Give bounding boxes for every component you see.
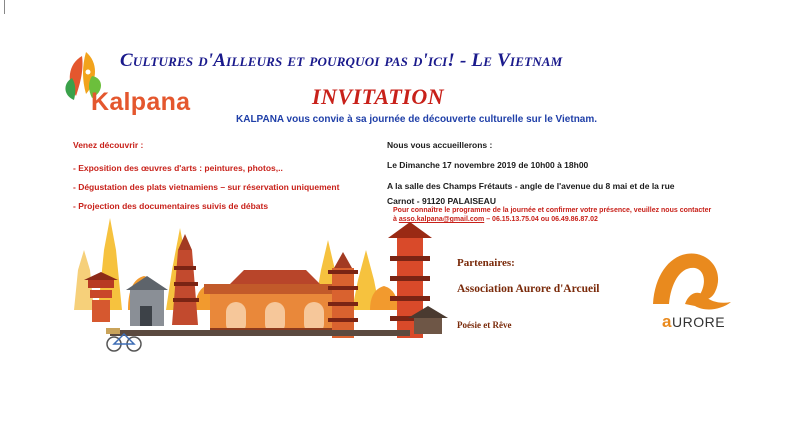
- discover-heading: Venez découvrir :: [73, 140, 144, 150]
- event-place-city: Carnot - 91120 PALAISEAU: [387, 196, 496, 206]
- top-left-tick: [4, 0, 5, 14]
- contact-prefix: à: [393, 216, 399, 223]
- kalpana-logo-text: Kalpana: [91, 88, 191, 116]
- partners-heading: Partenaires:: [457, 257, 515, 269]
- contact-email-link[interactable]: asso.kalpana@gmail.com: [398, 216, 485, 223]
- vietnam-skyline-illustration: [70, 210, 455, 355]
- page-title: Cultures d'Ailleurs et pourquoi pas d'ici! - Le Vietnam: [120, 50, 563, 71]
- invitation-heading: INVITATION: [312, 84, 445, 109]
- welcome-heading: Nous vous accueillerons :: [387, 140, 493, 150]
- contact-phones: – 06.15.13.75.04 ou 06.49.86.87.02: [484, 216, 598, 223]
- event-date: Le Dimanche 17 novembre 2019 de 10h00 à 18h00: [387, 160, 589, 170]
- event-place: A la salle des Champs Frétauts - angle de l'avenue du 8 mai et de la rue: [387, 181, 675, 191]
- partner-association: Association Aurore d'Arcueil: [457, 283, 600, 295]
- discover-item: - Projection des documentaires suivis de débats: [73, 201, 269, 211]
- discover-item: - Dégustation des plats vietnamiens – sur réservation uniquement: [73, 182, 340, 192]
- discover-item: - Exposition des œuvres d'arts : peintures, photos,..: [73, 163, 283, 173]
- aurore-logo-text: [662, 312, 725, 332]
- contact-note: Pour connaître le programme de la journée et confirmer votre présence, veuillez nous contacter: [393, 207, 712, 214]
- aurore-logo-icon: [645, 240, 735, 320]
- partner-poesie: Poésie et Rêve: [457, 320, 512, 330]
- aurore-rest: URORE: [671, 314, 726, 330]
- aurore-initial: a: [662, 312, 672, 331]
- subtitle: KALPANA vous convie à sa journée de découverte culturelle sur le Vietnam.: [236, 114, 598, 125]
